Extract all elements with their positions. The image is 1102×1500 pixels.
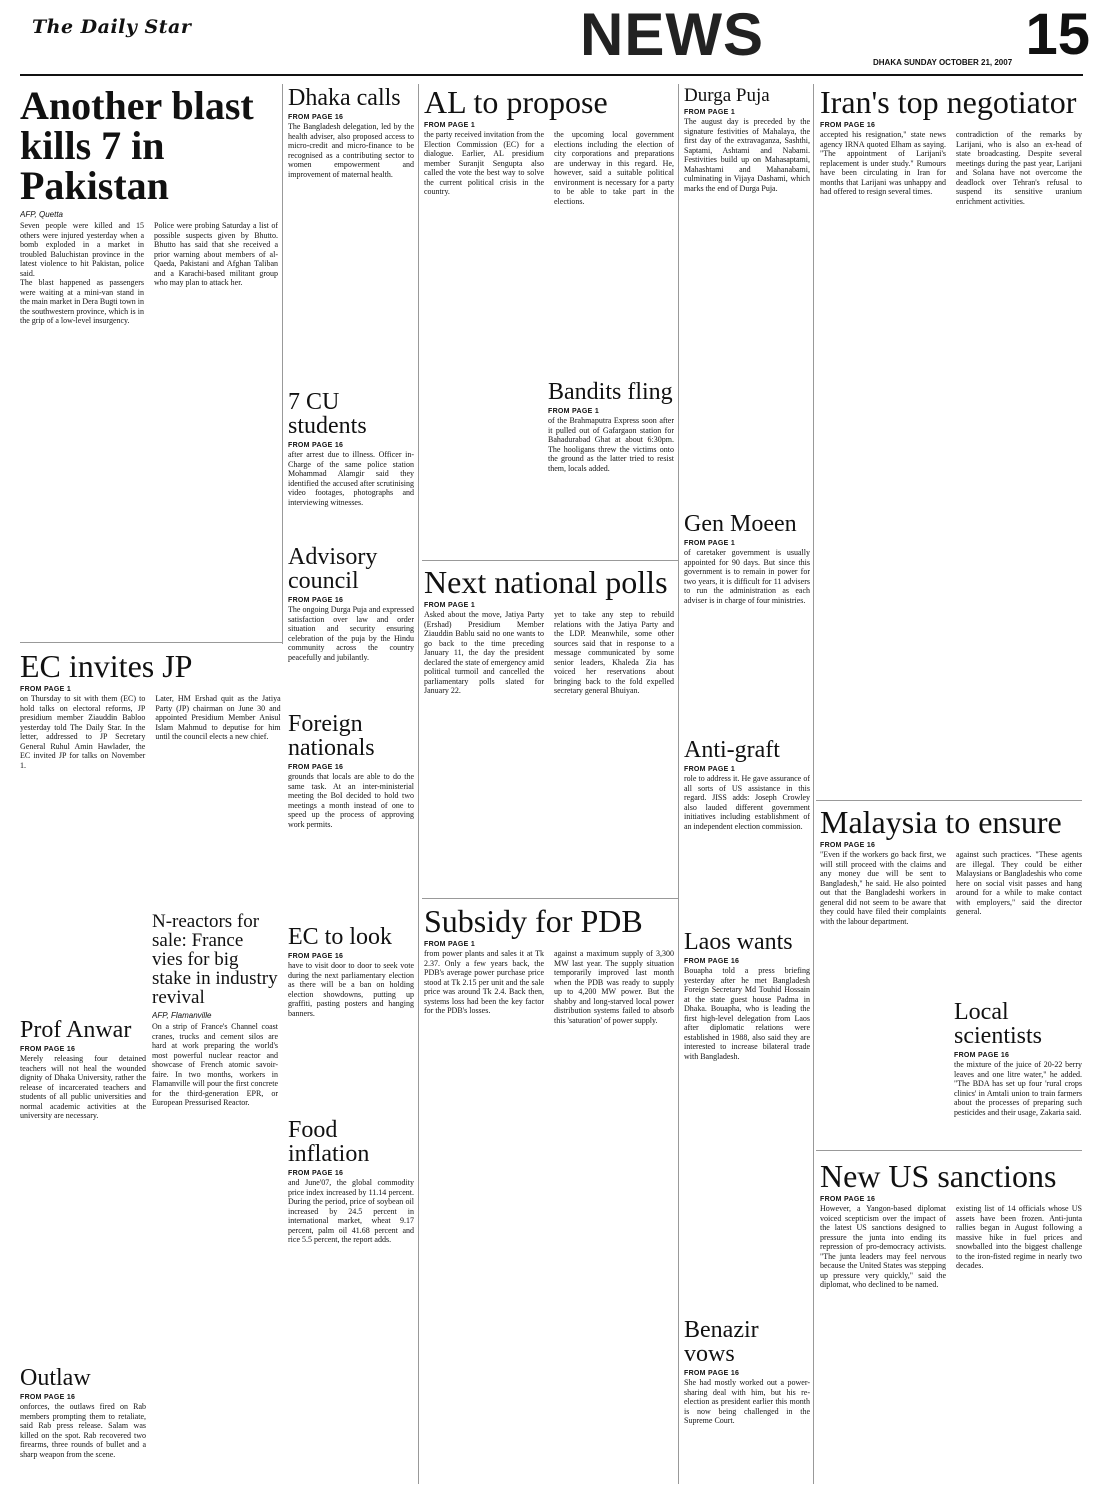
- jump-line: FROM PAGE 16: [288, 953, 344, 960]
- headline: Anti-graft: [684, 738, 780, 763]
- headline: Prof Anwar: [20, 1018, 132, 1043]
- article-body: of the Brahmaputra Express soon after it pulled out of Gafargaon station for Bahadurabad Ghat at about 6:30pm. The hooligans threw the victims onto the ground as the latter tried to resist them, locals added.: [548, 416, 674, 473]
- article-pakistan-blast: [20, 86, 278, 641]
- article-body: accepted his resignation," state news agency IRNA quoted Elham as saying. "The appointment of Larijani's replacement is under study." Rumours have been circulating in Iran for months that Larijani was unhappy and had offered to resign several times.: [820, 130, 946, 196]
- article-body: "Even if the workers go back first, we will still proceed with the claims and any money due will be sent to Bangladesh," he said. He also pointed out that the Bangladeshi workers in general did not seem to be aware that they could have filed their complaints with the labour department.: [820, 850, 946, 926]
- jump-line: FROM PAGE 16: [288, 597, 344, 604]
- article-benazir-vows: [684, 1318, 810, 1488]
- article-body: Bouapha told a press briefing yesterday after he met Bangladesh Foreign Secretary Md Touhid Hossain at the state guest house Padma in Dhaka. Bouapha, who is leading the first high-level delegation from Laos after diplomatic relations were established in 1988, also said they are interested to increase bilateral trade with Bangladesh.: [684, 966, 810, 1061]
- article-anti-graft: [684, 738, 810, 888]
- article-body: onforces, the outlaws fired on Rab members prompting them to retaliate, said Rab press release. Salam was killed on the spot. Rab recovered two firearms, three rounds of bullet and a sharp weapon from the scene.: [20, 1402, 146, 1459]
- headline: 7 CU students: [288, 390, 367, 439]
- article-body: On a strip of France's Channel coast cranes, trucks and cement silos are hard at work preparing the world's most powerful nuclear reactor and showcase of French atomic savoir-faire. In two months, workers in Flamanville will pour the first concrete for the third-generation EPR, or European Pressurised Reactor.: [152, 1022, 278, 1107]
- headline: Benazir vows: [684, 1318, 759, 1367]
- jump-line: FROM PAGE 1: [20, 686, 72, 693]
- article-durga-puja: [684, 86, 810, 366]
- article-prof-anwar: [20, 1018, 146, 1218]
- headline: Malaysia to ensure: [820, 806, 1062, 840]
- jump-line: FROM PAGE 16: [20, 1394, 76, 1401]
- row-divider: [816, 1150, 1082, 1151]
- headline: Advisory council: [288, 545, 378, 594]
- article-body: She had mostly worked out a power-sharing deal with him, but his re-election as president earlier this month is now being challenged in the Supreme Court.: [684, 1378, 810, 1425]
- jump-line: FROM PAGE 16: [684, 1370, 740, 1377]
- headline: Dhaka calls: [288, 86, 401, 111]
- headline: N-reactors for sale: France vies for big stake in industry revival: [152, 912, 278, 1008]
- article-cu-students: [288, 390, 414, 540]
- article-advisory-council: [288, 545, 414, 665]
- article-body: The august day is preceded by the signature festivities of Mahalaya, the first day of the extravaganza, Sashthi, Saptami, Ashtami and Nabami. Festivities build up on Mahasaptami, Mahashtami and Mahanabami, culminating in Vijaya Dashami, which marks the end of Durga Puja.: [684, 117, 810, 193]
- headline: EC invites JP: [20, 650, 193, 684]
- row-divider: [20, 642, 282, 643]
- article-body: after arrest due to illness. Officer in-Charge of the same police station Mohammad Alamgir said they identified the accused after scrutinising video footages, photographs and interviewing witnesses.: [288, 450, 414, 507]
- article-food-inflation: [288, 1118, 414, 1318]
- article-body: Police were probing Saturday a list of possible suspects given by Bhutto. Bhutto has said that she received a prior warning about members of al-Qaeda, Pakistani and Afghan Taliban and a Karachi-based militant group who may plan to attack her.: [154, 221, 278, 287]
- article-foreign-nationals: [288, 712, 414, 862]
- article-body: the mixture of the juice of 20-22 berry leaves and one litre water," he added. "The BDA has set up four 'rural crops clinics' in Amtali union to train farmers about the processes of preparing such pesticides and their usage, Zakaria said.: [954, 1060, 1082, 1117]
- article-body: have to visit door to door to seek vote during the next parliamentary election as there will be a ban on holding election showdowns, putting up graffiti, pasting posters and hanging banners.: [288, 961, 414, 1018]
- jump-line: FROM PAGE 16: [20, 1046, 76, 1053]
- row-divider: [816, 800, 1082, 801]
- headline: Local scientists: [954, 1000, 1042, 1049]
- article-body: role to address it. He gave assurance of all sorts of US assistance in this regard. JISS adds: Joseph Crowley also lauded different government initiatives including establishment of an independent election commission.: [684, 774, 810, 831]
- jump-line: FROM PAGE 1: [684, 766, 736, 773]
- jump-line: FROM PAGE 16: [820, 842, 876, 849]
- headline: Laos wants: [684, 930, 793, 955]
- article-body: against such practices. "These agents are illegal. They could be either Malaysians or Bangladeshis who come here on social visit passes and hang around for a while to make contact with employers," said the director general.: [956, 850, 1082, 916]
- newspaper-logo: The Daily Star: [32, 16, 192, 38]
- article-body: contradiction of the remarks by Larijani, who is also an ex-head of state broadcasting. Despite several meetings during the past year, Larijani and Solana have not overcome the deadlock over Tehran's refusal to suspend its sensitive uranium enrichment activities.: [956, 130, 1082, 206]
- jump-line: FROM PAGE 16: [820, 122, 876, 129]
- article-subsidy-pdb: [424, 905, 674, 1485]
- article-body: Merely releasing four detained teachers will not heal the wounded dignity of Dhaka University, rather the release of incarcerated teachers and students of all public universities and normal academic activities at the university are necessary.: [20, 1054, 146, 1120]
- article-ec-to-look: [288, 925, 414, 1075]
- row-divider: [422, 898, 678, 899]
- article-n-reactors: [152, 912, 278, 1142]
- column-divider: [678, 84, 679, 1484]
- headline: Foreign nationals: [288, 712, 375, 761]
- article-body: However, a Yangon-based diplomat voiced scepticism over the impact of the latest US sanctions designed to pressure the junta into ending its repression of pro-democracy activists. "The junta leaders may feel nervous because the United States was stepping up pressure very quickly," said the diplomat, who declined to be named.: [820, 1204, 946, 1289]
- headline: Durga Puja: [684, 86, 770, 106]
- jump-line: FROM PAGE 16: [288, 764, 344, 771]
- byline: AFP, Flamanville: [152, 1011, 212, 1020]
- headline: Subsidy for PDB: [424, 905, 643, 939]
- jump-line: FROM PAGE 16: [954, 1052, 1010, 1059]
- headline: AL to propose: [424, 86, 608, 120]
- row-divider: [422, 560, 678, 561]
- article-body: grounds that locals are able to do the same task. At an inter-ministerial meeting the BoI decided to hold two meetings a month instead of one to speed up the process of approving work permits.: [288, 772, 414, 829]
- article-body: yet to take any step to rebuild relations with the Jatiya Party and the LDP. Meanwhile, some other sources said that in response to a message communicated by some senior leaders, Khaleda Zia has voiced her reservations about bringing back to the fold expelled secretary general Bhuiyan.: [554, 610, 674, 695]
- headline: Next national polls: [424, 566, 668, 600]
- masthead-rule: [20, 74, 1083, 76]
- article-body: the party received invitation from the Election Commission (EC) for a dialogue. Earlier, AL presidium member Suranjit Sengupta also called the vote the best way to solve the current political crisis in the country.: [424, 130, 544, 196]
- column-divider: [418, 84, 419, 1484]
- section-title: NEWS: [580, 1, 764, 68]
- page-number: 15: [1025, 2, 1090, 67]
- headline: Outlaw: [20, 1366, 91, 1391]
- article-gen-moeen: [684, 512, 810, 662]
- headline: Gen Moeen: [684, 512, 797, 537]
- jump-line: FROM PAGE 1: [548, 408, 600, 415]
- article-dhaka-calls: [288, 86, 414, 386]
- article-body: from power plants and sales it at Tk 2.37. Only a few years back, the PDB's average power purchase price stood at Tk 2.15 per unit and the sale price was around Tk 2.4. Back then, systems loss had been the key factor for the PDB's losses.: [424, 949, 544, 1015]
- article-body: Asked about the move, Jatiya Party (Ershad) Presidium Member Ziauddin Bablu said no one wants to go back to the time preceding January 11, the day the president declared the state of emergency amid political turmoil and cancelled the parliamentary polls slated for January 22.: [424, 610, 544, 695]
- headline: Bandits fling: [548, 380, 673, 405]
- article-body: Later, HM Ershad quit as the Jatiya Party (JP) chairman on June 30 and appointed Presidium Member Anisul Islam Mahmud to deputise for him until the council elects a new chief.: [155, 694, 281, 741]
- article-body: on Thursday to sit with them (EC) to hold talks on electoral reforms, JP presidium member Ziauddin Babloo yesterday told The Daily Star. In the letter, addressed to JP Secretary General Ruhul Amin Hawlader, the EC invited JP for talks on November 1.: [20, 694, 146, 770]
- headline: New US sanctions: [820, 1160, 1057, 1194]
- jump-line: FROM PAGE 1: [424, 602, 476, 609]
- jump-line: FROM PAGE 1: [424, 941, 476, 948]
- jump-line: FROM PAGE 16: [288, 1170, 344, 1177]
- article-local-scientists: [954, 1000, 1082, 1145]
- masthead: [20, 0, 1090, 80]
- article-body: the upcoming local government elections including the election of city corporations and preparations are underway in this regard. He, however, said a suitable political environment is necessary for a party to be able to take part in the elections.: [554, 130, 674, 206]
- headline: EC to look: [288, 925, 393, 950]
- byline: AFP, Quetta: [20, 210, 63, 219]
- article-new-us-sanctions: [820, 1160, 1082, 1486]
- article-body: The blast happened as passengers were waiting at a mini-van stand in the main market in Dera Bugti town in the southwestern province, which is in the grip of a low-level insurgency.: [20, 278, 144, 325]
- jump-line: FROM PAGE 16: [684, 958, 740, 965]
- jump-line: FROM PAGE 1: [684, 109, 736, 116]
- article-iran-negotiator: [820, 86, 1082, 796]
- article-outlaw: [20, 1366, 146, 1486]
- column-divider: [813, 84, 814, 1484]
- jump-line: FROM PAGE 16: [288, 114, 344, 121]
- article-body: The Bangladesh delegation, led by the health adviser, also proposed access to micro-credit and micro-finance to be recognised as a contributing sector to women empowerment and improvement of maternal health.: [288, 122, 414, 179]
- article-body: The ongoing Durga Puja and expressed satisfaction over law and order situation and security ensuring celebration of the puja by the Hindu community across the country peacefully and jubilantly.: [288, 605, 414, 662]
- article-body: existing list of 14 officials whose US assets have been frozen. Anti-junta rallies began in August following a massive hike in fuel prices and snowballed into the biggest challenge to the iron-fisted regime in nearly two decades.: [956, 1204, 1082, 1270]
- article-body: against a maximum supply of 3,300 MW last year. The supply situation temporarily improved last month when the PDB was ready to supply up to 4,200 MW power. But the shabby and long-starved local power distribution systems failed to absorb this 'saturation' of power supply.: [554, 949, 674, 1025]
- article-laos-wants: [684, 930, 810, 1180]
- jump-line: FROM PAGE 16: [820, 1196, 876, 1203]
- article-body: of caretaker government is usually appointed for 90 days. But since this government is to remain in power for two years, it is difficult for 11 advisers to run the administration as each adviser is in charge of four ministries.: [684, 548, 810, 605]
- dateline: DHAKA SUNDAY OCTOBER 21, 2007: [873, 58, 1013, 67]
- jump-line: FROM PAGE 1: [684, 540, 736, 547]
- jump-line: FROM PAGE 16: [288, 442, 344, 449]
- article-body: and June'07, the global commodity price index increased by 11.14 percent. During the period, price of soybean oil increased by 24.5 percent in international market, wheat 9.17 percent, palm oil 41.68 percent and rice 5.5 percent, the report adds.: [288, 1178, 414, 1244]
- headline: Food inflation: [288, 1118, 370, 1167]
- jump-line: FROM PAGE 1: [424, 122, 476, 129]
- article-next-national-polls: [424, 566, 674, 894]
- article-bandits: [548, 380, 674, 555]
- headline: Iran's top negotiator: [820, 86, 1077, 120]
- article-body: Seven people were killed and 15 others were injured yesterday when a bomb exploded in a market in troubled Baluchistan province in the latest violence to hit Pakistan, police said.: [20, 221, 144, 278]
- headline: Another blast kills 7 in Pakistan: [20, 86, 254, 208]
- column-divider: [282, 84, 283, 644]
